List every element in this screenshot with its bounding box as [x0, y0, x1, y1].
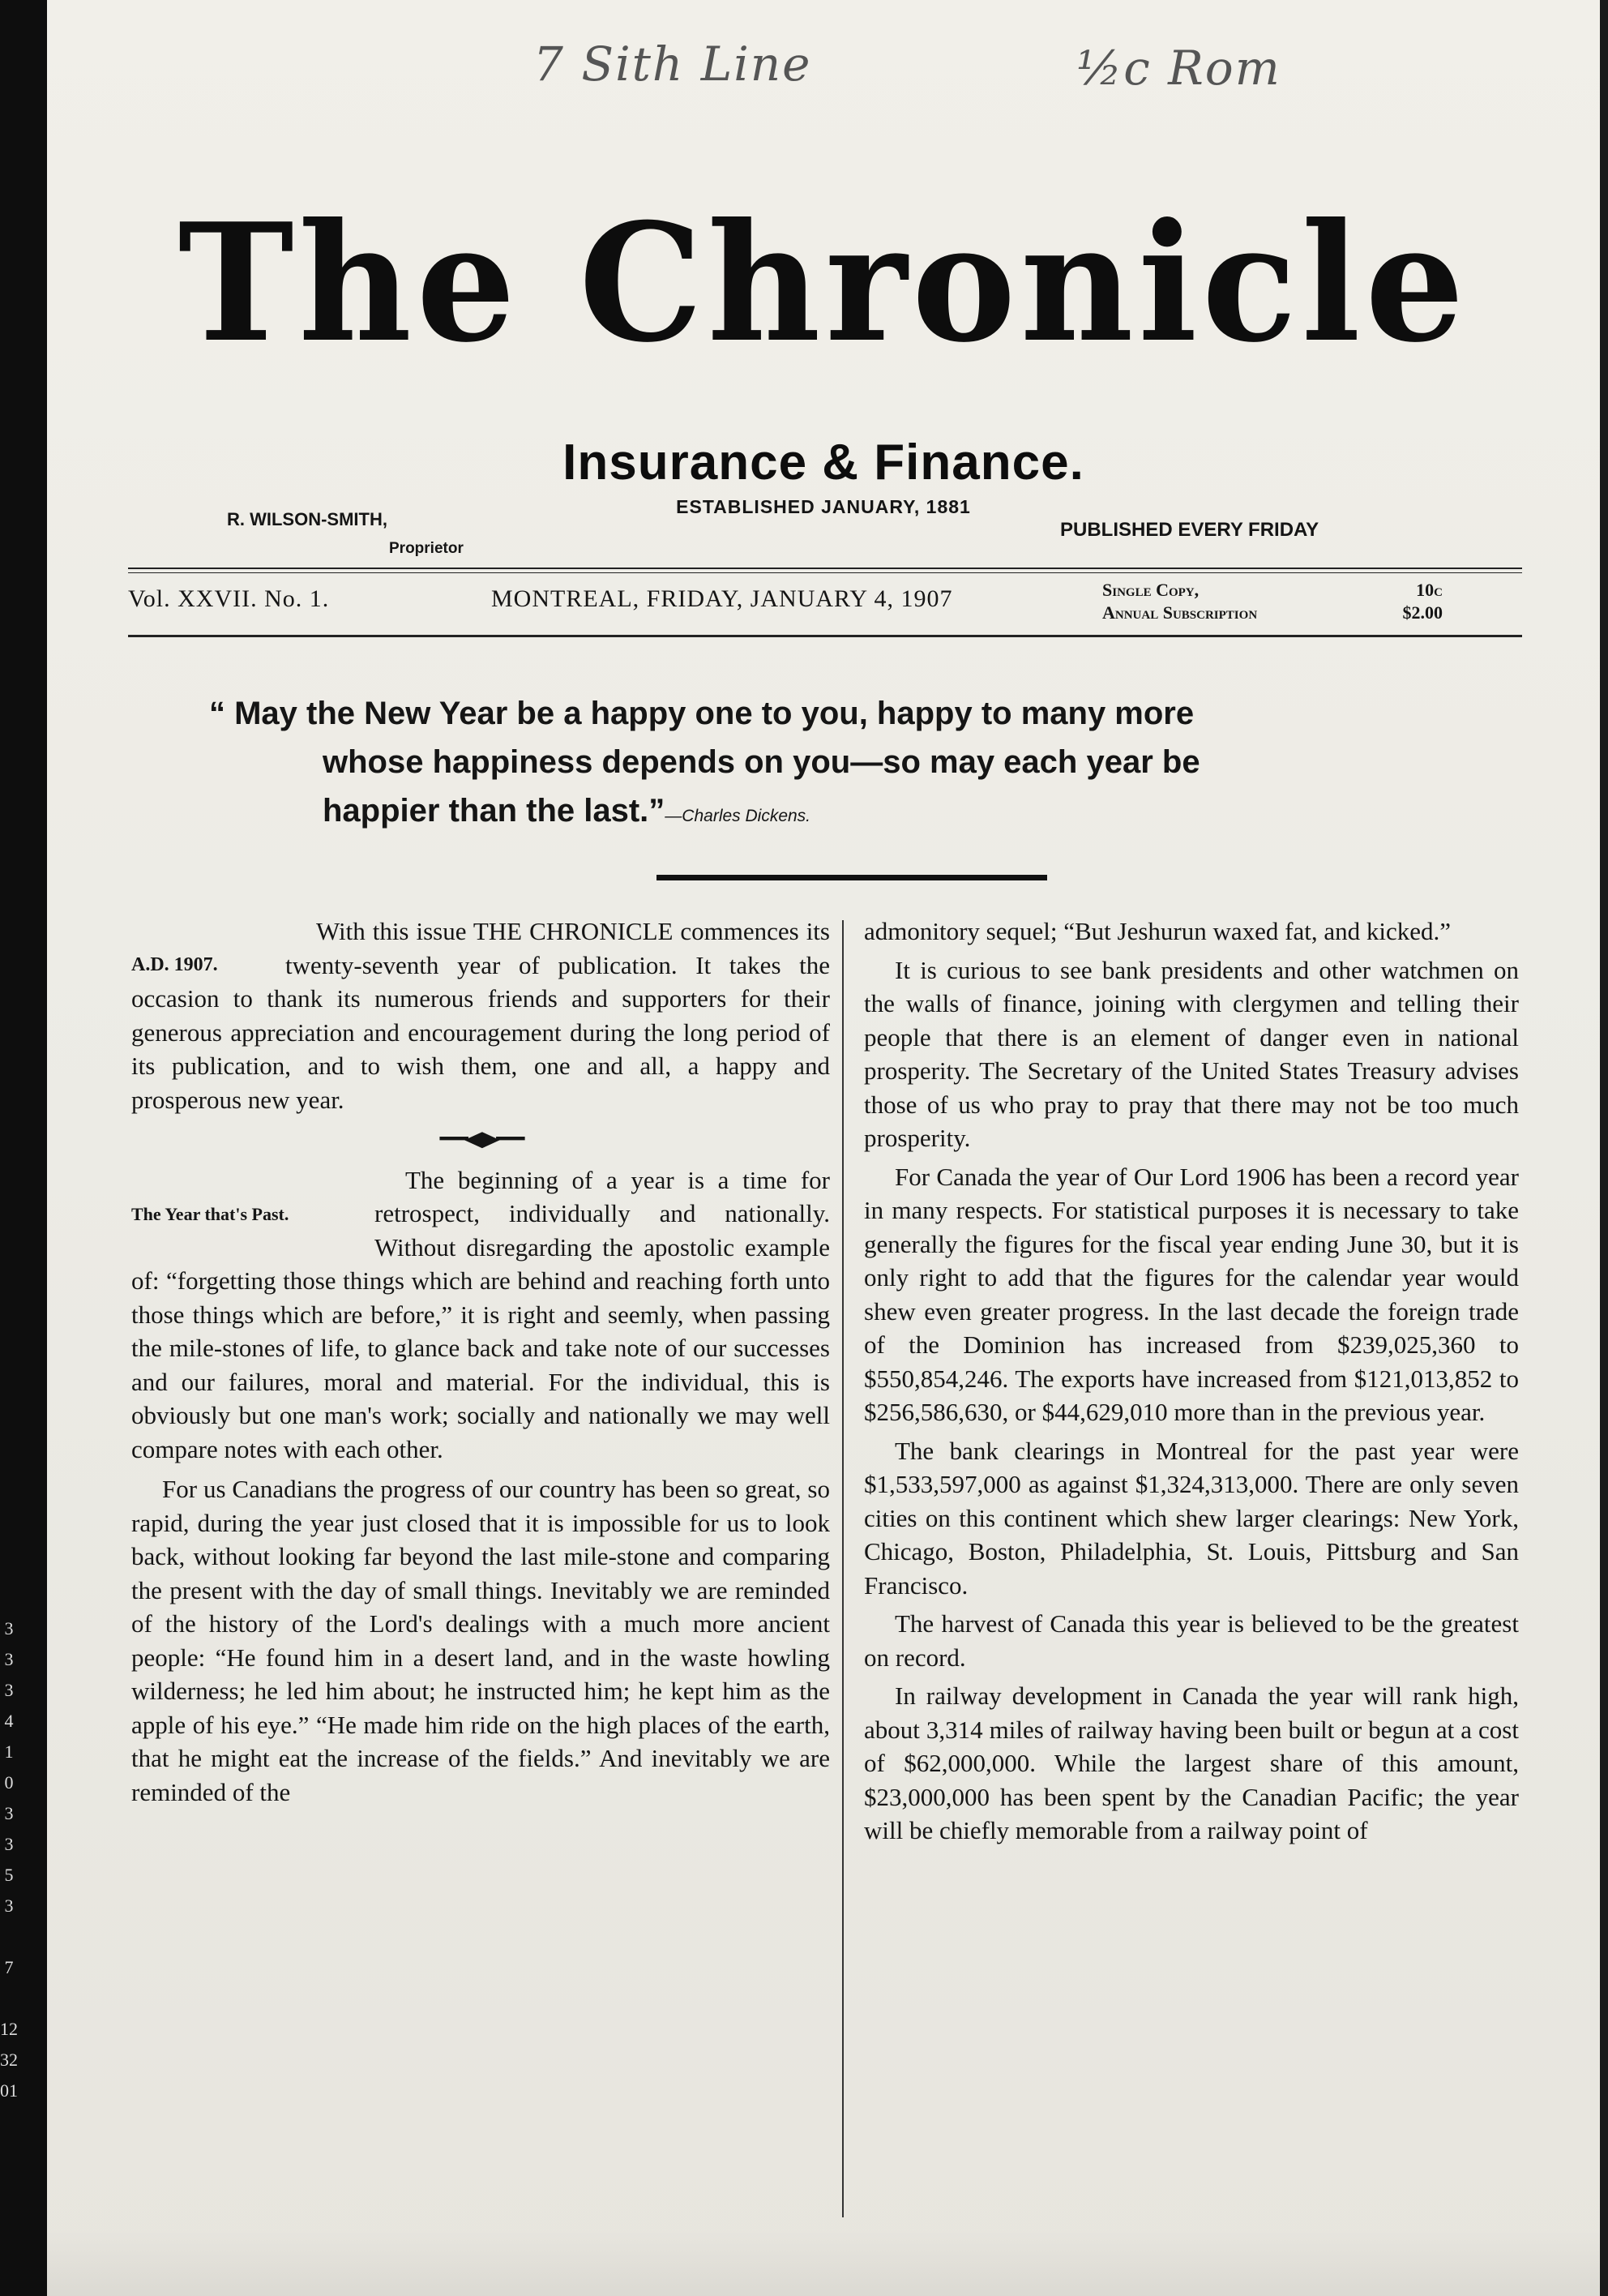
masthead-subtitle: Insurance & Finance.	[562, 435, 1084, 490]
annual-subscription-price: $2.00	[1402, 602, 1443, 623]
issue-line-rule	[128, 635, 1522, 637]
edge-digit: 3	[4, 1680, 14, 1700]
paragraph: admonitory sequel; “But Jeshurun waxed fat, and kicked.”	[864, 917, 1451, 945]
edge-digit	[0, 1921, 18, 1952]
quote-line: whose happiness depends on you—so may each year be	[323, 744, 1200, 780]
edge-digit: 3	[4, 1834, 14, 1854]
paragraph: The harvest of Canada this year is believed to be the greatest on record.	[864, 1609, 1519, 1672]
edge-digit: 0	[4, 1772, 14, 1793]
handwritten-note-right: ½c Rom	[1076, 41, 1281, 96]
masthead-rule-top	[128, 568, 1522, 569]
paragraph: The beginning of a year is a time for retrospect, individually and nationally. Without disregarding the apostolic example of: “forgetting those things which are behind and reaching forth unto those things which are before,” it is right and seemly, when passing the mile-stones of life, to glance back and take note of our successes and our failures, moral and material. For the individual, this is obviously but one man's work; socially and nationally we may well compare notes with each other.	[131, 1165, 830, 1463]
paragraph: It is curious to see bank presidents and other watchmen on the walls of finance, joining with clergymen and telling their people that there is an element of danger even in national prosperity. The Secretary of the United States Treasury advises those of us who pray to pray that there may not be too much prosperity.	[864, 955, 1519, 1152]
quote-line: “ May the New Year be a happy one to you, happy to many more	[209, 696, 1195, 731]
single-copy-row	[1102, 579, 1443, 602]
paragraph: For Canada the year of Our Lord 1906 has been a record year in many respects. For statistical purposes it is necessary to take generally the figures for the fiscal year ending June 30, but it is only right to add that the figures for the calendar year would shew even greater progress. In the last decade the foreign trade of the Dominion has increased from $239,025,360 to $550,854,246. The exports have increased from $121,013,852 to $256,586,630, or $44,629,010 more than in the previous year.	[864, 1162, 1519, 1426]
sidehead-year-past: The Year that's Past.	[131, 1203, 289, 1224]
edge-digit: 3	[4, 1649, 14, 1669]
masthead-rule-top-thin	[128, 572, 1522, 573]
edge-digit: 5	[4, 1865, 14, 1885]
paragraph: The bank clearings in Montreal for the past year were $1,533,597,000 as against $1,324,313,000. There are only seven cities on this continent which shew larger clearings: New York, Chicago, Boston, Philadelphia, St. Louis, Pittsburg and San Francisco.	[864, 1436, 1519, 1600]
edge-digit: 4	[4, 1711, 14, 1731]
sidehead-ad-1907: A.D. 1907.	[131, 954, 218, 975]
volume-number: Vol. XXVII. No. 1.	[128, 585, 330, 612]
edge-digits	[0, 1613, 18, 2106]
page-bottom-shadow	[47, 2230, 1600, 2296]
paragraph: With this issue THE CHRONICLE commences its twenty-seventh year of publication. It takes the occasion to thank its numerous friends and supporters for their generous appreciation and encouragement during the long period of its publication, and to wish them, one and all, a happy and prosperous new year.	[131, 917, 830, 1114]
scan-right-edge	[1600, 0, 1608, 2296]
newspaper-page	[47, 0, 1600, 2296]
quote-text: happier than the last.”	[323, 793, 665, 829]
edge-digit: 7	[4, 1957, 14, 1977]
quote-separator-rule	[656, 875, 1047, 880]
masthead-title: The Chronicle	[177, 188, 1469, 379]
edge-digit: 32	[0, 2050, 18, 2070]
column-divider	[842, 920, 844, 2217]
dateline: MONTREAL, FRIDAY, JANUARY 4, 1907	[491, 585, 953, 612]
quote-line	[209, 786, 1490, 841]
edge-digit: 1	[4, 1741, 14, 1762]
edge-digit: 3	[4, 1618, 14, 1638]
annual-subscription-row	[1102, 602, 1443, 624]
edge-digit: 3	[4, 1803, 14, 1823]
price-box	[1102, 579, 1443, 624]
quote-author: —Charles Dickens.	[665, 807, 811, 825]
ornamental-divider: ━◆━	[440, 1127, 521, 1151]
paragraph: For us Canadians the progress of our country has been so great, so rapid, during the year just closed that it is impossible for us to look back, without looking far beyond the last mile-stone and comparing the present with the day of small things. Inevitably we are reminded of the history of the Lord's dealings with a much more ancient people: “He found him in a desert land, and in the waste howling wilderness; he led him about; he instructed him; he kept him as the apple of his eye.” “He made him ride on the high places of the earth, that he might eat the increase of the fields.” And inevitably we are reminded of the	[131, 1475, 830, 1806]
single-copy-price: 10c	[1416, 580, 1443, 600]
paragraph: In railway development in Canada the year will rank high, about 3,314 miles of railway having been built or begun at a cost of $62,000,000. While the largest share of this amount, $23,000,000 has been spent by the Canadian Pacific; the year will be chiefly memorable from a railway point of	[864, 1681, 1519, 1844]
publication-frequency: PUBLISHED EVERY FRIDAY	[1060, 519, 1319, 541]
single-copy-label: Single Copy,	[1102, 580, 1200, 600]
edge-digit: 01	[0, 2080, 18, 2101]
edge-digit: 12	[0, 2019, 18, 2039]
dickens-quote	[209, 689, 1490, 841]
annual-subscription-label: Annual Subscription	[1102, 602, 1258, 623]
left-column	[131, 915, 830, 1809]
edge-digit: 3	[4, 1895, 14, 1916]
proprietor-title: Proprietor	[389, 540, 464, 557]
right-column	[864, 915, 1519, 1848]
handwritten-note-left: 7 Sith Line	[533, 36, 812, 92]
proprietor-name: R. WILSON-SMITH,	[227, 509, 387, 529]
established-line: ESTABLISHED JANUARY, 1881	[676, 496, 971, 517]
edge-digit	[0, 1983, 18, 2014]
